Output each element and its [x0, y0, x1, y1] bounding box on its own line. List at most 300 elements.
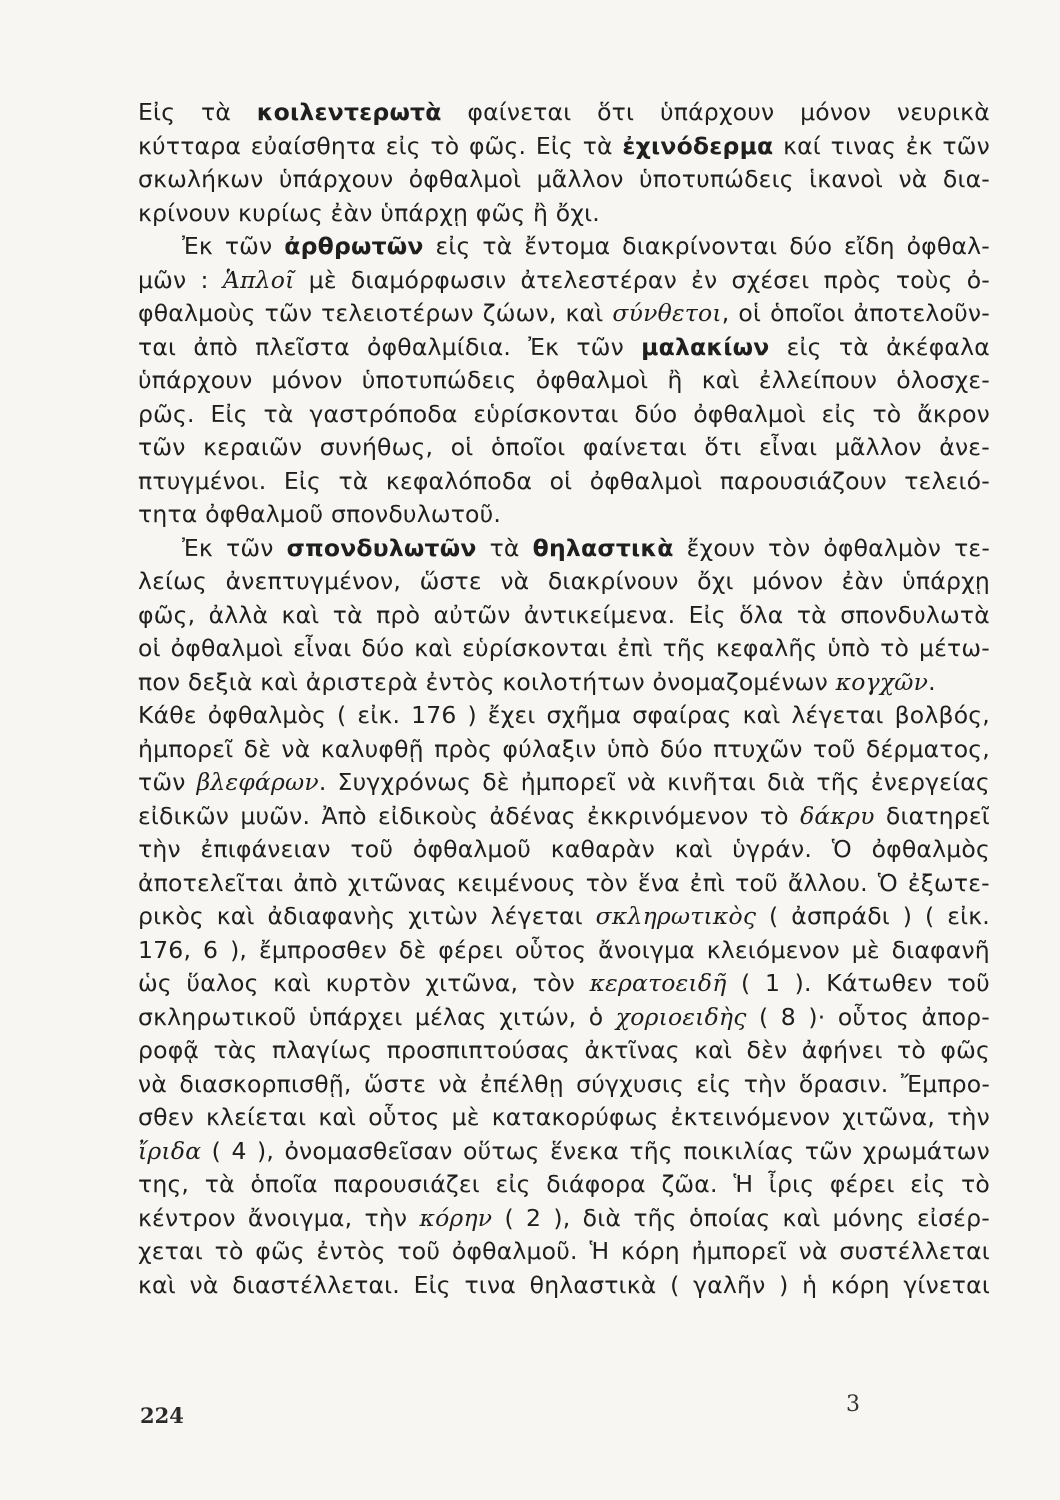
- italic-term: κογχῶν: [835, 667, 929, 696]
- word: τῆς: [662, 634, 706, 662]
- word: τὰ: [338, 466, 369, 495]
- word: (: [504, 1203, 514, 1232]
- word: Ἡ: [733, 1170, 754, 1198]
- word: καὶ: [565, 299, 604, 327]
- text-line: [138, 398, 990, 432]
- word: τὸ: [897, 1036, 926, 1064]
- word: καὶ: [742, 701, 781, 729]
- word: ὥστε: [363, 1069, 427, 1098]
- word: ἕνεκα: [550, 1136, 619, 1165]
- word: εἰς: [696, 1069, 732, 1098]
- word: βλεφάρων.: [196, 768, 327, 796]
- word: νὰ: [500, 567, 530, 595]
- word: τοὺς: [895, 265, 953, 294]
- word: φῶς: [255, 1237, 305, 1265]
- word: φῶς.: [468, 131, 527, 160]
- page-number: 224: [140, 1403, 184, 1428]
- word: κεραιῶν: [203, 433, 303, 461]
- word: Ὁ: [877, 868, 898, 897]
- word: ἐκτεινόμενον: [670, 1103, 831, 1131]
- word: σύνθετοι,: [612, 299, 730, 327]
- word: τὴν: [947, 1103, 990, 1131]
- word: Ἁπλοῖ: [222, 265, 295, 294]
- word: ὀφθαλμοὶ: [170, 634, 284, 662]
- word: ὑπάρχουν: [659, 98, 775, 126]
- word: εἰς: [495, 1170, 531, 1198]
- word: ἀδένας: [489, 801, 576, 830]
- word: δὲ: [398, 935, 427, 964]
- word: κεφαλῆς: [715, 634, 818, 662]
- word: νὰ: [189, 1270, 219, 1299]
- text-line: [138, 800, 990, 834]
- word: μόνης: [832, 1203, 905, 1232]
- word: φέρει: [438, 935, 504, 964]
- word: καὶ: [782, 1203, 821, 1232]
- word: ἀπὸ: [193, 332, 238, 361]
- word: ἐὰν: [841, 567, 884, 595]
- word: κλείεται: [205, 1103, 307, 1131]
- body-text: [138, 96, 990, 1302]
- word: τοῦ: [947, 969, 990, 997]
- word: μόνον: [271, 366, 343, 394]
- word: κλειόμενον: [706, 935, 840, 964]
- word: τῆς: [633, 1203, 677, 1232]
- word: ὀφθαλμίδια.: [367, 332, 512, 361]
- word: Εἰς: [283, 466, 322, 495]
- word: διαφανῆ: [891, 935, 990, 964]
- text-line: [138, 666, 990, 700]
- word: ἀλλὰ: [208, 600, 269, 629]
- word: καὶ: [216, 902, 255, 930]
- word: Ἀπὸ: [321, 801, 367, 830]
- text-line: [138, 565, 990, 599]
- word: ἀπορ-: [921, 1002, 990, 1031]
- text-line: [138, 498, 990, 532]
- word: πλαγίως: [271, 1036, 373, 1064]
- word: τοῦ: [735, 868, 778, 897]
- word: ἄκρον: [917, 399, 990, 428]
- word: τῶν: [576, 332, 624, 361]
- word: ὀφθαλμοὶ: [589, 466, 703, 495]
- word: τοῦ: [350, 835, 394, 863]
- word: ὅλα: [739, 600, 784, 629]
- word: ὕαλος: [186, 969, 259, 997]
- word: ἀτελεστέραν: [520, 265, 677, 294]
- word: κοιλεντερωτὰ: [256, 98, 442, 126]
- word: τὰ: [332, 600, 363, 629]
- word: εἰς: [385, 131, 421, 160]
- word: ζώων,: [482, 299, 557, 327]
- word: τὸ: [872, 399, 902, 428]
- word: σύγχυσις: [576, 1069, 684, 1098]
- word: τελειοτέρων: [321, 299, 474, 327]
- word: τὸν: [768, 533, 811, 562]
- word: ἠμπορεῖ: [691, 1237, 787, 1265]
- word: χιτῶνα,: [425, 969, 519, 997]
- word: μόνον: [752, 567, 824, 595]
- text-run: πον δεξιὰ καὶ ἀριστερὰ ἐντὸς κοιλοτήτων ὀνομαζομένων: [138, 667, 836, 696]
- text-line: [138, 1235, 990, 1269]
- text-line: [138, 967, 990, 1001]
- word: ἐξωτε-: [907, 868, 990, 897]
- word: τῶν: [224, 232, 273, 260]
- word: 176: [411, 701, 457, 729]
- text-run: τητα ὀφθαλμοῦ σπονδυλωτοῦ.: [138, 500, 502, 528]
- word: τὴν: [364, 1203, 408, 1232]
- word: τοῦ: [397, 1237, 441, 1265]
- word: ἔμπροσθεν: [259, 935, 387, 964]
- word: μέλας: [414, 1002, 487, 1031]
- text-line: [138, 96, 990, 130]
- word: ἡ: [802, 1270, 818, 1299]
- word: σκωλήκων: [138, 165, 264, 193]
- word: διακρίνουν: [547, 567, 679, 595]
- word: κερατοειδῆ: [589, 969, 727, 997]
- text-line: [138, 733, 990, 767]
- word: Ἔμπρο-: [900, 1069, 990, 1098]
- word: σχῆμα: [546, 701, 622, 729]
- word: τῶν: [264, 299, 313, 327]
- word: ἐπὶ: [689, 868, 726, 897]
- word: σθεν: [138, 1103, 194, 1131]
- word: τῆς: [816, 768, 860, 796]
- word: κόρην: [419, 1203, 493, 1232]
- word: ).: [794, 969, 812, 997]
- word: διὰ: [582, 1203, 622, 1232]
- word: εἰκ.: [357, 701, 401, 729]
- word: εἰκ.: [947, 902, 990, 930]
- word: νὰ: [898, 165, 928, 193]
- word: μαλακίων: [641, 332, 770, 361]
- word: μυῶν.: [240, 801, 311, 830]
- text-line: [138, 230, 990, 264]
- word: ),: [230, 935, 248, 964]
- word: τινα: [464, 1270, 516, 1299]
- word: κειμένους: [456, 868, 576, 897]
- word: ὑπὸ: [606, 734, 650, 763]
- word: 1: [764, 969, 781, 997]
- text-line: [138, 163, 990, 197]
- word: ὑπάρχει: [308, 1002, 403, 1031]
- word: νὰ: [627, 768, 657, 796]
- word: (: [769, 902, 779, 930]
- word: οἱ: [549, 466, 573, 495]
- word: ὑποτυπώδεις: [639, 165, 794, 193]
- word: τῶν: [138, 433, 186, 461]
- word: ἄνοιγμα: [598, 935, 695, 964]
- word: μόνον: [800, 98, 872, 126]
- word: τὸν: [532, 969, 576, 997]
- word: ἠμπορεῖ: [138, 734, 234, 763]
- text-line: [138, 532, 990, 566]
- bottom-mark: 3: [846, 1392, 860, 1417]
- word: ὀφθαλμοῦ.: [451, 1237, 578, 1265]
- word: διατηρεῖ: [885, 801, 990, 830]
- word: ),: [553, 1203, 571, 1232]
- word: σχέσει: [731, 265, 810, 294]
- word: )·: [808, 1002, 826, 1031]
- word: γίνεται: [903, 1270, 990, 1299]
- word: ἀποτελεῖται: [138, 868, 284, 897]
- word: ἀκτῖνας: [584, 1036, 680, 1064]
- word: νὰ: [798, 1237, 828, 1265]
- word: ἱκανοὶ: [809, 165, 884, 193]
- word: εἰς: [910, 1170, 946, 1198]
- word: μὲ: [451, 1103, 480, 1131]
- word: ἐπιφάνειαν: [200, 835, 331, 863]
- word: χιτῶνας: [347, 868, 447, 897]
- word: ἐν: [691, 265, 718, 294]
- word: ὀφθαλμοὶ: [693, 399, 806, 428]
- word: 8: [780, 1002, 796, 1031]
- word: δὲ: [482, 768, 510, 796]
- word: Ἐκ: [182, 232, 213, 260]
- word: τὰ: [796, 600, 827, 629]
- word: ὀφθαλμὸς: [207, 701, 327, 729]
- word: Εἰς: [210, 399, 248, 428]
- word: τὸν: [585, 868, 628, 897]
- word: γαστρόποδα: [309, 399, 458, 428]
- word: τὰ: [489, 533, 520, 562]
- word: διαμόρφωσιν: [350, 265, 507, 294]
- word: οἱ: [450, 433, 474, 461]
- text-line: [138, 1101, 990, 1135]
- word: ἀσπράδι: [791, 902, 890, 930]
- word: τὰ: [582, 131, 613, 160]
- word: ὀφθαλμοῦ: [412, 835, 532, 863]
- word: ὁποῖα: [250, 1170, 318, 1198]
- word: λέγεται: [490, 902, 583, 930]
- word: φθαλμοὺς: [138, 299, 256, 327]
- word: ἐχινόδερμα: [622, 131, 774, 160]
- word: μὲ: [308, 265, 337, 294]
- text-line: [138, 699, 990, 733]
- word: ὥστε: [419, 567, 482, 595]
- word: δύο: [634, 399, 678, 428]
- word: χεται: [138, 1237, 203, 1265]
- word: τινας: [830, 131, 897, 160]
- word: τὰ: [482, 232, 513, 260]
- word: κέντρον: [138, 1203, 236, 1232]
- word: εἴδη: [844, 232, 895, 260]
- word: ἔχει: [487, 701, 536, 729]
- word: μᾶλλον: [834, 433, 922, 461]
- word: χιτῶνα,: [842, 1103, 936, 1131]
- word: ροφᾷ: [138, 1036, 200, 1064]
- word: ὀφθαλμοὶ: [535, 366, 649, 394]
- word: οὗτος: [368, 1103, 440, 1131]
- word: εὐαίσθητα: [250, 131, 377, 160]
- text-line: [138, 900, 990, 934]
- word: διακρίνονται: [622, 232, 778, 260]
- word: καλυφθῇ: [320, 734, 424, 763]
- word: τε-: [954, 533, 990, 562]
- word: 176,: [138, 935, 192, 964]
- word: καὶ: [694, 1036, 733, 1064]
- text-line: [138, 297, 990, 331]
- word: ὁ: [588, 1002, 604, 1031]
- text-line: [138, 1269, 990, 1303]
- word: γαλῆν: [693, 1270, 766, 1299]
- text-line: [138, 766, 990, 800]
- word: ὁλοσχε-: [896, 366, 990, 394]
- word: ποικιλίας: [683, 1136, 795, 1165]
- word: ὀνομασθεῖσαν: [284, 1136, 453, 1165]
- word: τὴν: [743, 1069, 787, 1098]
- word: ὁποίας: [688, 1203, 771, 1232]
- word: ται: [138, 332, 177, 361]
- word: Ἐκ: [528, 332, 560, 361]
- word: εὑρίσκονται: [473, 399, 619, 428]
- word: τὸ: [759, 801, 789, 830]
- word: ἐντὸς: [316, 1237, 386, 1265]
- word: παρουσιάζουν: [719, 466, 887, 495]
- word: ἠμπορεῖ: [520, 768, 617, 796]
- text-line: [138, 1202, 990, 1236]
- text-line: [138, 833, 990, 867]
- text-line: [138, 197, 990, 231]
- word: αὐτῶν: [433, 600, 511, 629]
- word: ἀποτελοῦν-: [853, 299, 990, 327]
- word: (: [337, 701, 347, 729]
- word: διαστέλλεται.: [232, 1270, 400, 1299]
- word: τὸ: [880, 634, 910, 662]
- word: σφαίρας: [632, 701, 732, 729]
- word: ): [902, 902, 913, 930]
- word: φαίνεται: [582, 433, 687, 461]
- word: θηλαστικὰ: [529, 1270, 657, 1299]
- text-line: [138, 431, 990, 465]
- text-line: [138, 465, 990, 499]
- text-line: [138, 1135, 990, 1169]
- word: καὶ: [273, 969, 312, 997]
- word: μῶν: [138, 265, 187, 294]
- word: τὸ: [214, 1237, 244, 1265]
- word: ): [779, 1270, 789, 1299]
- word: καὶ: [414, 634, 453, 662]
- word: εἶναι: [759, 433, 818, 461]
- word: ἀκέφαλα: [886, 332, 990, 361]
- word: παρουσιάζει: [333, 1170, 480, 1198]
- word: βολβός,: [894, 701, 990, 729]
- text-line: [138, 130, 990, 164]
- word: ἐκκρινόμενον: [587, 801, 749, 830]
- text-line: [138, 364, 990, 398]
- word: ὅτι: [704, 433, 742, 461]
- word: ὄχι: [697, 567, 734, 595]
- word: Εἰς: [688, 600, 726, 629]
- word: χρωμάτων: [862, 1136, 990, 1165]
- word: τὰ: [263, 399, 294, 428]
- word: ρῶς.: [138, 399, 195, 428]
- word: καὶ: [318, 1103, 357, 1131]
- word: οὗτος: [514, 935, 587, 964]
- word: ἔχουν: [686, 533, 756, 562]
- word: μὲ: [851, 935, 880, 964]
- word: σπονδυλωτῶν: [286, 533, 477, 562]
- word: ἐνεργείας: [870, 768, 990, 796]
- word: κατακορύφως: [491, 1103, 659, 1131]
- word: της,: [138, 1170, 190, 1198]
- word: 4: [231, 1136, 247, 1165]
- word: δὲ: [243, 734, 272, 763]
- word: συστέλλεται: [839, 1237, 990, 1265]
- word: νὰ: [281, 734, 311, 763]
- word: εἰδικῶν: [138, 801, 230, 830]
- word: νευρικὰ: [896, 98, 990, 126]
- word: ὁποῖοι: [770, 299, 845, 327]
- word: φῶς: [940, 1036, 990, 1064]
- word: ἀρθρωτῶν: [284, 232, 424, 260]
- word: εὑρίσκονται: [462, 634, 608, 662]
- word: σκληρωτικὸς: [595, 902, 757, 930]
- word: πτυχῶν: [713, 734, 803, 763]
- word: κυρτὸν: [325, 969, 411, 997]
- word: συνήθως,: [319, 433, 434, 461]
- text-line: [138, 632, 990, 666]
- word: (: [211, 1136, 222, 1165]
- word: τῶν: [225, 533, 274, 562]
- word: 6: [203, 935, 219, 964]
- word: πτυγμένοι.: [138, 466, 267, 495]
- word: χιτὼν: [408, 902, 478, 930]
- word: Ἐκ: [182, 533, 213, 562]
- word: εἰδικοὺς: [378, 801, 479, 830]
- word: ): [467, 701, 477, 729]
- word: ὡς: [138, 969, 172, 997]
- word: ἔντομα: [524, 232, 611, 260]
- word: τῆς: [629, 1136, 673, 1165]
- text-line: [138, 331, 990, 365]
- word: σπονδυλωτὰ: [840, 600, 990, 629]
- word: χιτών,: [499, 1002, 577, 1031]
- word: εἰσέρ-: [917, 1203, 990, 1232]
- word: μᾶλλον: [536, 165, 624, 193]
- word: ἕνα: [637, 868, 680, 897]
- word: δύο: [659, 734, 703, 763]
- word: οὗτος: [837, 1002, 910, 1031]
- word: ἀδιαφανὴς: [267, 902, 396, 930]
- word: σκληρωτικοῦ: [138, 1002, 297, 1031]
- word: Κάτωθεν: [826, 969, 933, 997]
- word: δύο: [361, 634, 405, 662]
- word: δύο: [789, 232, 833, 260]
- word: ἢ: [667, 366, 683, 394]
- word: λέγεται: [791, 701, 884, 729]
- word: φαίνεται: [467, 98, 572, 126]
- word: μέτω-: [918, 634, 990, 662]
- word: Εἰς: [535, 131, 574, 160]
- word: ἄλλου.: [787, 868, 868, 897]
- word: κεφαλόποδα: [385, 466, 533, 495]
- word: φῶς,: [138, 600, 196, 629]
- word: εἰς: [821, 399, 857, 428]
- word: δάκρυ: [800, 801, 875, 830]
- text-run: κρίνουν κυρίως ἐὰν ὑπάρχῃ φῶς ἢ ὄχι.: [138, 198, 600, 227]
- text-line: [138, 264, 990, 298]
- word: ἀπὸ: [293, 868, 338, 897]
- word: χοριοειδὴς: [615, 1002, 747, 1031]
- word: εἶναι: [293, 634, 352, 662]
- word: (: [758, 1002, 769, 1031]
- word: δὲν: [746, 1036, 788, 1064]
- word: εἰς: [435, 232, 471, 260]
- word: Συγχρόνως: [337, 768, 472, 796]
- word: καὶ: [701, 366, 740, 394]
- word: ὀφθαλ-: [906, 232, 990, 260]
- word: φέρει: [829, 1170, 895, 1198]
- word: τῶν: [942, 131, 990, 160]
